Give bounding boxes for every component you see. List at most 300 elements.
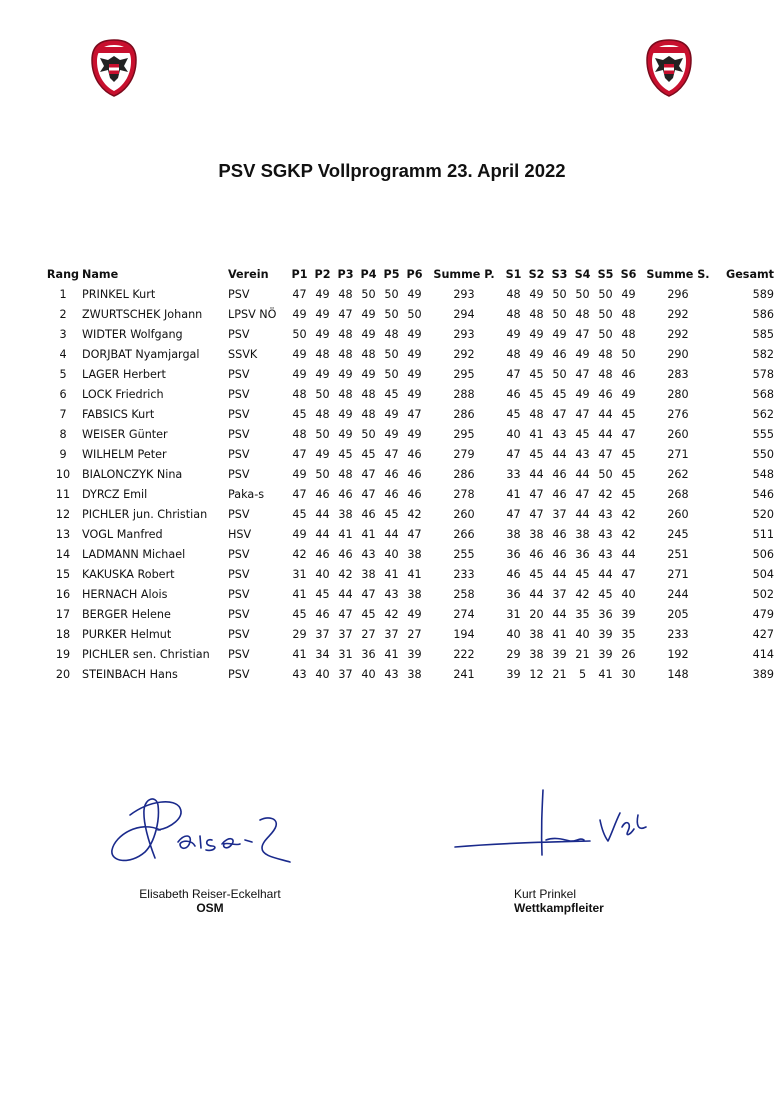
table-cell: 50: [315, 467, 330, 481]
table-cell: 47: [621, 567, 636, 581]
table-cell: 427: [752, 627, 774, 641]
table-cell: 245: [667, 527, 689, 541]
table-cell: 36: [506, 547, 521, 561]
table-cell: LOCK Friedrich: [82, 387, 164, 401]
table-cell: WEISER Günter: [82, 427, 168, 441]
table-cell: LPSV NÖ: [228, 307, 277, 321]
table-cell: 296: [667, 287, 689, 301]
table-cell: 511: [752, 527, 774, 541]
table-cell: 29: [506, 647, 521, 661]
table-cell: 49: [292, 467, 307, 481]
table-cell: 38: [529, 527, 544, 541]
table-cell: HERNACH Alois: [82, 587, 168, 601]
table-cell: 12: [529, 667, 544, 681]
table-cell: 233: [667, 627, 689, 641]
table-cell: 49: [407, 387, 422, 401]
table-cell: 49: [361, 307, 376, 321]
table-cell: 586: [752, 307, 774, 321]
table-cell: 2: [59, 307, 67, 321]
table-cell: 18: [55, 627, 71, 641]
table-cell: 48: [338, 327, 353, 341]
table-cell: PSV: [228, 647, 250, 661]
table-cell: 43: [552, 427, 567, 441]
table-cell: 48: [292, 387, 307, 401]
table-cell: 45: [598, 587, 613, 601]
table-cell: 45: [575, 567, 590, 581]
table-cell: FABSICS Kurt: [82, 407, 155, 421]
results-table: [44, 264, 774, 684]
table-cell: 49: [407, 367, 422, 381]
table-cell: 44: [384, 527, 399, 541]
table-cell: 47: [598, 447, 613, 461]
table-cell: 43: [598, 547, 613, 561]
table-cell: 555: [752, 427, 774, 441]
table-cell: 49: [552, 327, 567, 341]
table-row: [44, 344, 774, 364]
table-cell: 19: [55, 647, 71, 661]
table-cell: PSV: [228, 367, 250, 381]
signatory-name: Elisabeth Reiser-Eckelhart: [139, 887, 281, 901]
column-header: Rang: [46, 267, 80, 281]
table-cell: 31: [338, 647, 353, 661]
table-cell: 504: [752, 567, 774, 581]
table-cell: 13: [55, 527, 71, 541]
table-cell: 290: [667, 347, 689, 361]
table-cell: 49: [621, 287, 636, 301]
table-cell: 45: [292, 507, 307, 521]
table-cell: 48: [361, 347, 376, 361]
table-cell: 20: [529, 607, 544, 621]
table-cell: 45: [292, 407, 307, 421]
table-cell: PSV: [228, 607, 250, 621]
table-cell: 288: [453, 387, 475, 401]
table-cell: 286: [453, 407, 475, 421]
table-cell: 241: [453, 667, 475, 681]
table-cell: 45: [338, 447, 353, 461]
table-cell: 37: [338, 627, 353, 641]
table-cell: 294: [453, 307, 475, 321]
table-cell: 506: [752, 547, 774, 561]
table-cell: 50: [361, 287, 376, 301]
table-cell: 39: [506, 667, 521, 681]
table-cell: 45: [315, 587, 330, 601]
table-cell: 48: [338, 467, 353, 481]
table-cell: 546: [752, 487, 774, 501]
table-cell: 45: [361, 447, 376, 461]
signature-reiser: [100, 790, 300, 870]
table-cell: BERGER Helene: [82, 607, 171, 621]
table-cell: PSV: [228, 467, 250, 481]
table-cell: 548: [752, 467, 774, 481]
table-cell: 46: [315, 607, 330, 621]
table-cell: 41: [552, 627, 567, 641]
table-cell: 29: [292, 627, 307, 641]
table-cell: 44: [338, 587, 353, 601]
signatory-right: [514, 887, 604, 915]
table-cell: 48: [529, 307, 544, 321]
table-cell: 47: [292, 447, 307, 461]
table-cell: 41: [384, 647, 399, 661]
table-cell: 233: [453, 567, 475, 581]
table-cell: 50: [598, 287, 613, 301]
table-cell: 41: [384, 567, 399, 581]
table-cell: 49: [407, 347, 422, 361]
table-cell: PICHLER jun. Christian: [82, 507, 208, 521]
column-header: S1: [505, 267, 522, 281]
table-cell: 40: [315, 667, 330, 681]
table-cell: 42: [292, 547, 307, 561]
table-cell: 266: [453, 527, 475, 541]
table-cell: 46: [384, 467, 399, 481]
table-cell: 41: [506, 487, 521, 501]
column-header: P4: [360, 267, 377, 281]
table-cell: 38: [407, 547, 422, 561]
table-cell: 16: [55, 587, 71, 601]
table-cell: 48: [621, 327, 636, 341]
table-cell: 283: [667, 367, 689, 381]
table-cell: LADMANN Michael: [82, 547, 186, 561]
column-header: P3: [337, 267, 354, 281]
table-cell: 48: [361, 407, 376, 421]
table-cell: 46: [338, 547, 353, 561]
table-cell: 27: [407, 627, 422, 641]
table-cell: 48: [338, 287, 353, 301]
table-cell: 37: [338, 667, 353, 681]
table-cell: 42: [621, 527, 636, 541]
table-cell: HSV: [228, 527, 252, 541]
table-cell: STEINBACH Hans: [82, 667, 178, 681]
column-header: P2: [314, 267, 331, 281]
table-cell: 49: [407, 427, 422, 441]
table-cell: PSV: [228, 547, 250, 561]
table-cell: 258: [453, 587, 475, 601]
table-cell: 47: [338, 307, 353, 321]
table-cell: 49: [529, 287, 544, 301]
table-cell: PSV: [228, 447, 250, 461]
table-cell: 280: [667, 387, 689, 401]
table-cell: 50: [552, 367, 567, 381]
table-cell: 50: [598, 327, 613, 341]
table-cell: 45: [575, 427, 590, 441]
table-cell: 44: [529, 587, 544, 601]
table-cell: 47: [506, 447, 521, 461]
table-row: [44, 484, 774, 504]
table-cell: 49: [361, 367, 376, 381]
table-cell: 46: [384, 487, 399, 501]
table-cell: 49: [384, 407, 399, 421]
table-cell: 41: [292, 647, 307, 661]
table-cell: 48: [621, 307, 636, 321]
table-cell: 292: [667, 307, 689, 321]
table-cell: 49: [338, 427, 353, 441]
table-cell: 47: [529, 507, 544, 521]
table-cell: 45: [621, 407, 636, 421]
table-row: [44, 504, 774, 524]
table-cell: 37: [384, 627, 399, 641]
table-cell: PSV: [228, 507, 250, 521]
table-cell: PSV: [228, 407, 250, 421]
table-cell: 46: [552, 527, 567, 541]
table-cell: 4: [59, 347, 67, 361]
column-header: S3: [551, 267, 568, 281]
table-cell: 40: [506, 427, 521, 441]
table-cell: 45: [621, 447, 636, 461]
table-cell: 45: [292, 607, 307, 621]
table-row: [44, 444, 774, 464]
table-cell: 45: [621, 467, 636, 481]
table-cell: 568: [752, 387, 774, 401]
table-cell: 30: [621, 667, 636, 681]
table-cell: 260: [667, 507, 689, 521]
table-cell: PSV: [228, 567, 250, 581]
table-cell: KAKUSKA Robert: [82, 567, 175, 581]
table-row: [44, 584, 774, 604]
table-row: [44, 464, 774, 484]
table-cell: PSV: [228, 287, 250, 301]
table-cell: PSV: [228, 427, 250, 441]
table-cell: 49: [292, 527, 307, 541]
table-cell: 40: [315, 567, 330, 581]
column-header: P6: [406, 267, 423, 281]
table-cell: 47: [361, 587, 376, 601]
table-cell: 46: [407, 447, 422, 461]
table-body: [44, 284, 774, 684]
table-cell: 44: [598, 427, 613, 441]
table-cell: 255: [453, 547, 475, 561]
table-cell: 38: [575, 527, 590, 541]
table-cell: 49: [529, 327, 544, 341]
table-cell: 37: [315, 627, 330, 641]
table-cell: 46: [506, 387, 521, 401]
table-cell: 414: [752, 647, 774, 661]
table-cell: 50: [552, 287, 567, 301]
table-cell: 47: [506, 367, 521, 381]
table-cell: 38: [529, 627, 544, 641]
table-cell: 50: [575, 287, 590, 301]
table-cell: WIDTER Wolfgang: [82, 327, 183, 341]
table-cell: 11: [55, 487, 71, 501]
table-cell: 45: [529, 367, 544, 381]
table-cell: 12: [55, 507, 71, 521]
table-cell: 47: [575, 367, 590, 381]
table-cell: 49: [575, 347, 590, 361]
table-cell: 48: [338, 347, 353, 361]
table-cell: 47: [292, 487, 307, 501]
table-cell: 50: [384, 367, 399, 381]
table-cell: 50: [384, 287, 399, 301]
column-header: Gesamt: [726, 267, 774, 281]
table-cell: 46: [529, 547, 544, 561]
table-cell: 38: [338, 507, 353, 521]
table-cell: 46: [552, 547, 567, 561]
table-cell: 8: [59, 427, 67, 441]
table-cell: 50: [552, 307, 567, 321]
table-row: [44, 384, 774, 404]
table-cell: 43: [575, 447, 590, 461]
table-cell: 50: [407, 307, 422, 321]
table-header-row: [44, 264, 774, 284]
table-cell: 44: [315, 527, 330, 541]
column-header: P5: [383, 267, 400, 281]
table-cell: 42: [621, 507, 636, 521]
table-cell: 47: [338, 607, 353, 621]
table-cell: 42: [575, 587, 590, 601]
column-header: S2: [528, 267, 545, 281]
table-cell: 37: [552, 507, 567, 521]
table-cell: 50: [292, 327, 307, 341]
table-cell: 550: [752, 447, 774, 461]
table-cell: 3: [59, 327, 67, 341]
table-cell: 36: [575, 547, 590, 561]
table-cell: 15: [55, 567, 71, 581]
table-cell: 45: [552, 387, 567, 401]
page-title: PSV SGKP Vollprogramm 23. April 2022: [218, 160, 566, 181]
column-header: Summe S.: [646, 267, 710, 281]
table-cell: 42: [407, 507, 422, 521]
table-cell: 46: [552, 347, 567, 361]
table-cell: 46: [621, 367, 636, 381]
table-cell: PSV: [228, 327, 250, 341]
table-cell: 271: [667, 567, 689, 581]
table-cell: 47: [621, 427, 636, 441]
column-header: Verein: [228, 267, 269, 281]
table-cell: 49: [361, 327, 376, 341]
table-cell: 7: [59, 407, 67, 421]
table-cell: VOGL Manfred: [82, 527, 163, 541]
table-cell: 34: [315, 647, 330, 661]
table-cell: 49: [315, 327, 330, 341]
signatory-name: Kurt Prinkel: [514, 887, 577, 901]
table-cell: 279: [453, 447, 475, 461]
table-cell: 41: [407, 567, 422, 581]
table-cell: 46: [598, 387, 613, 401]
table-cell: LAGER Herbert: [82, 367, 166, 381]
table-cell: 46: [552, 467, 567, 481]
table-cell: 48: [361, 387, 376, 401]
table-cell: 286: [453, 467, 475, 481]
table-cell: 295: [453, 367, 475, 381]
table-cell: 36: [361, 647, 376, 661]
table-cell: 35: [621, 627, 636, 641]
table-cell: 45: [621, 487, 636, 501]
table-cell: 49: [384, 427, 399, 441]
table-cell: 49: [506, 327, 521, 341]
table-cell: 44: [315, 507, 330, 521]
table-cell: 192: [667, 647, 689, 661]
table-cell: 49: [621, 387, 636, 401]
table-cell: 48: [598, 367, 613, 381]
table-cell: 274: [453, 607, 475, 621]
table-cell: 520: [752, 507, 774, 521]
table-cell: DORJBAT Nyamjargal: [82, 347, 200, 361]
table-cell: PICHLER sen. Christian: [82, 647, 210, 661]
table-cell: 41: [529, 427, 544, 441]
table-cell: 49: [315, 367, 330, 381]
table-cell: 39: [598, 627, 613, 641]
table-cell: 43: [361, 547, 376, 561]
table-cell: 49: [292, 347, 307, 361]
table-cell: 47: [506, 507, 521, 521]
table-cell: 45: [361, 607, 376, 621]
table-cell: 42: [338, 567, 353, 581]
column-header: Name: [82, 267, 119, 281]
table-cell: 293: [453, 327, 475, 341]
table-cell: 271: [667, 447, 689, 461]
table-row: [44, 284, 774, 304]
table-cell: 50: [384, 347, 399, 361]
table-cell: 244: [667, 587, 689, 601]
table-cell: 48: [598, 347, 613, 361]
table-cell: 295: [453, 427, 475, 441]
table-cell: 46: [361, 507, 376, 521]
table-cell: 49: [407, 327, 422, 341]
table-cell: 38: [506, 527, 521, 541]
column-header: S5: [597, 267, 614, 281]
table-cell: 50: [598, 467, 613, 481]
table-cell: 48: [315, 407, 330, 421]
table-cell: 562: [752, 407, 774, 421]
table-cell: 43: [384, 587, 399, 601]
column-header: Summe P.: [433, 267, 495, 281]
table-row: [44, 524, 774, 544]
table-cell: ZWURTSCHEK Johann: [82, 307, 203, 321]
table-cell: 389: [752, 667, 774, 681]
table-cell: 49: [315, 307, 330, 321]
table-cell: 36: [598, 607, 613, 621]
table-cell: PSV: [228, 627, 250, 641]
table-cell: 31: [292, 567, 307, 581]
table-cell: 42: [384, 607, 399, 621]
table-cell: 36: [506, 587, 521, 601]
table-cell: 47: [292, 287, 307, 301]
table-cell: Paka-s: [228, 487, 265, 501]
table-cell: BIALONCZYK Nina: [82, 467, 183, 481]
table-cell: 40: [384, 547, 399, 561]
table-cell: 292: [667, 327, 689, 341]
table-cell: 292: [453, 347, 475, 361]
table-cell: 50: [384, 307, 399, 321]
table-cell: 148: [667, 667, 689, 681]
table-cell: 40: [575, 627, 590, 641]
table-cell: 47: [575, 327, 590, 341]
table-cell: 6: [59, 387, 67, 401]
table-cell: PSV: [228, 587, 250, 601]
table-cell: PSV: [228, 387, 250, 401]
table-cell: 47: [361, 467, 376, 481]
table-cell: 42: [598, 487, 613, 501]
table-cell: 44: [552, 447, 567, 461]
table-cell: 50: [598, 307, 613, 321]
table-cell: 48: [506, 307, 521, 321]
table-cell: 40: [621, 587, 636, 601]
table-cell: 20: [55, 667, 71, 681]
table-cell: PSV: [228, 667, 250, 681]
table-cell: WILHELM Peter: [82, 447, 167, 461]
table-cell: 45: [529, 447, 544, 461]
table-cell: 35: [575, 607, 590, 621]
table-cell: 45: [529, 567, 544, 581]
table-cell: 27: [361, 627, 376, 641]
table-cell: 43: [292, 667, 307, 681]
table-cell: 47: [575, 487, 590, 501]
table-cell: PRINKEL Kurt: [82, 287, 156, 301]
table-cell: 9: [59, 447, 67, 461]
table-cell: 502: [752, 587, 774, 601]
table-cell: 21: [575, 647, 590, 661]
table-cell: 10: [55, 467, 71, 481]
table-cell: 41: [361, 527, 376, 541]
table-cell: 251: [667, 547, 689, 561]
